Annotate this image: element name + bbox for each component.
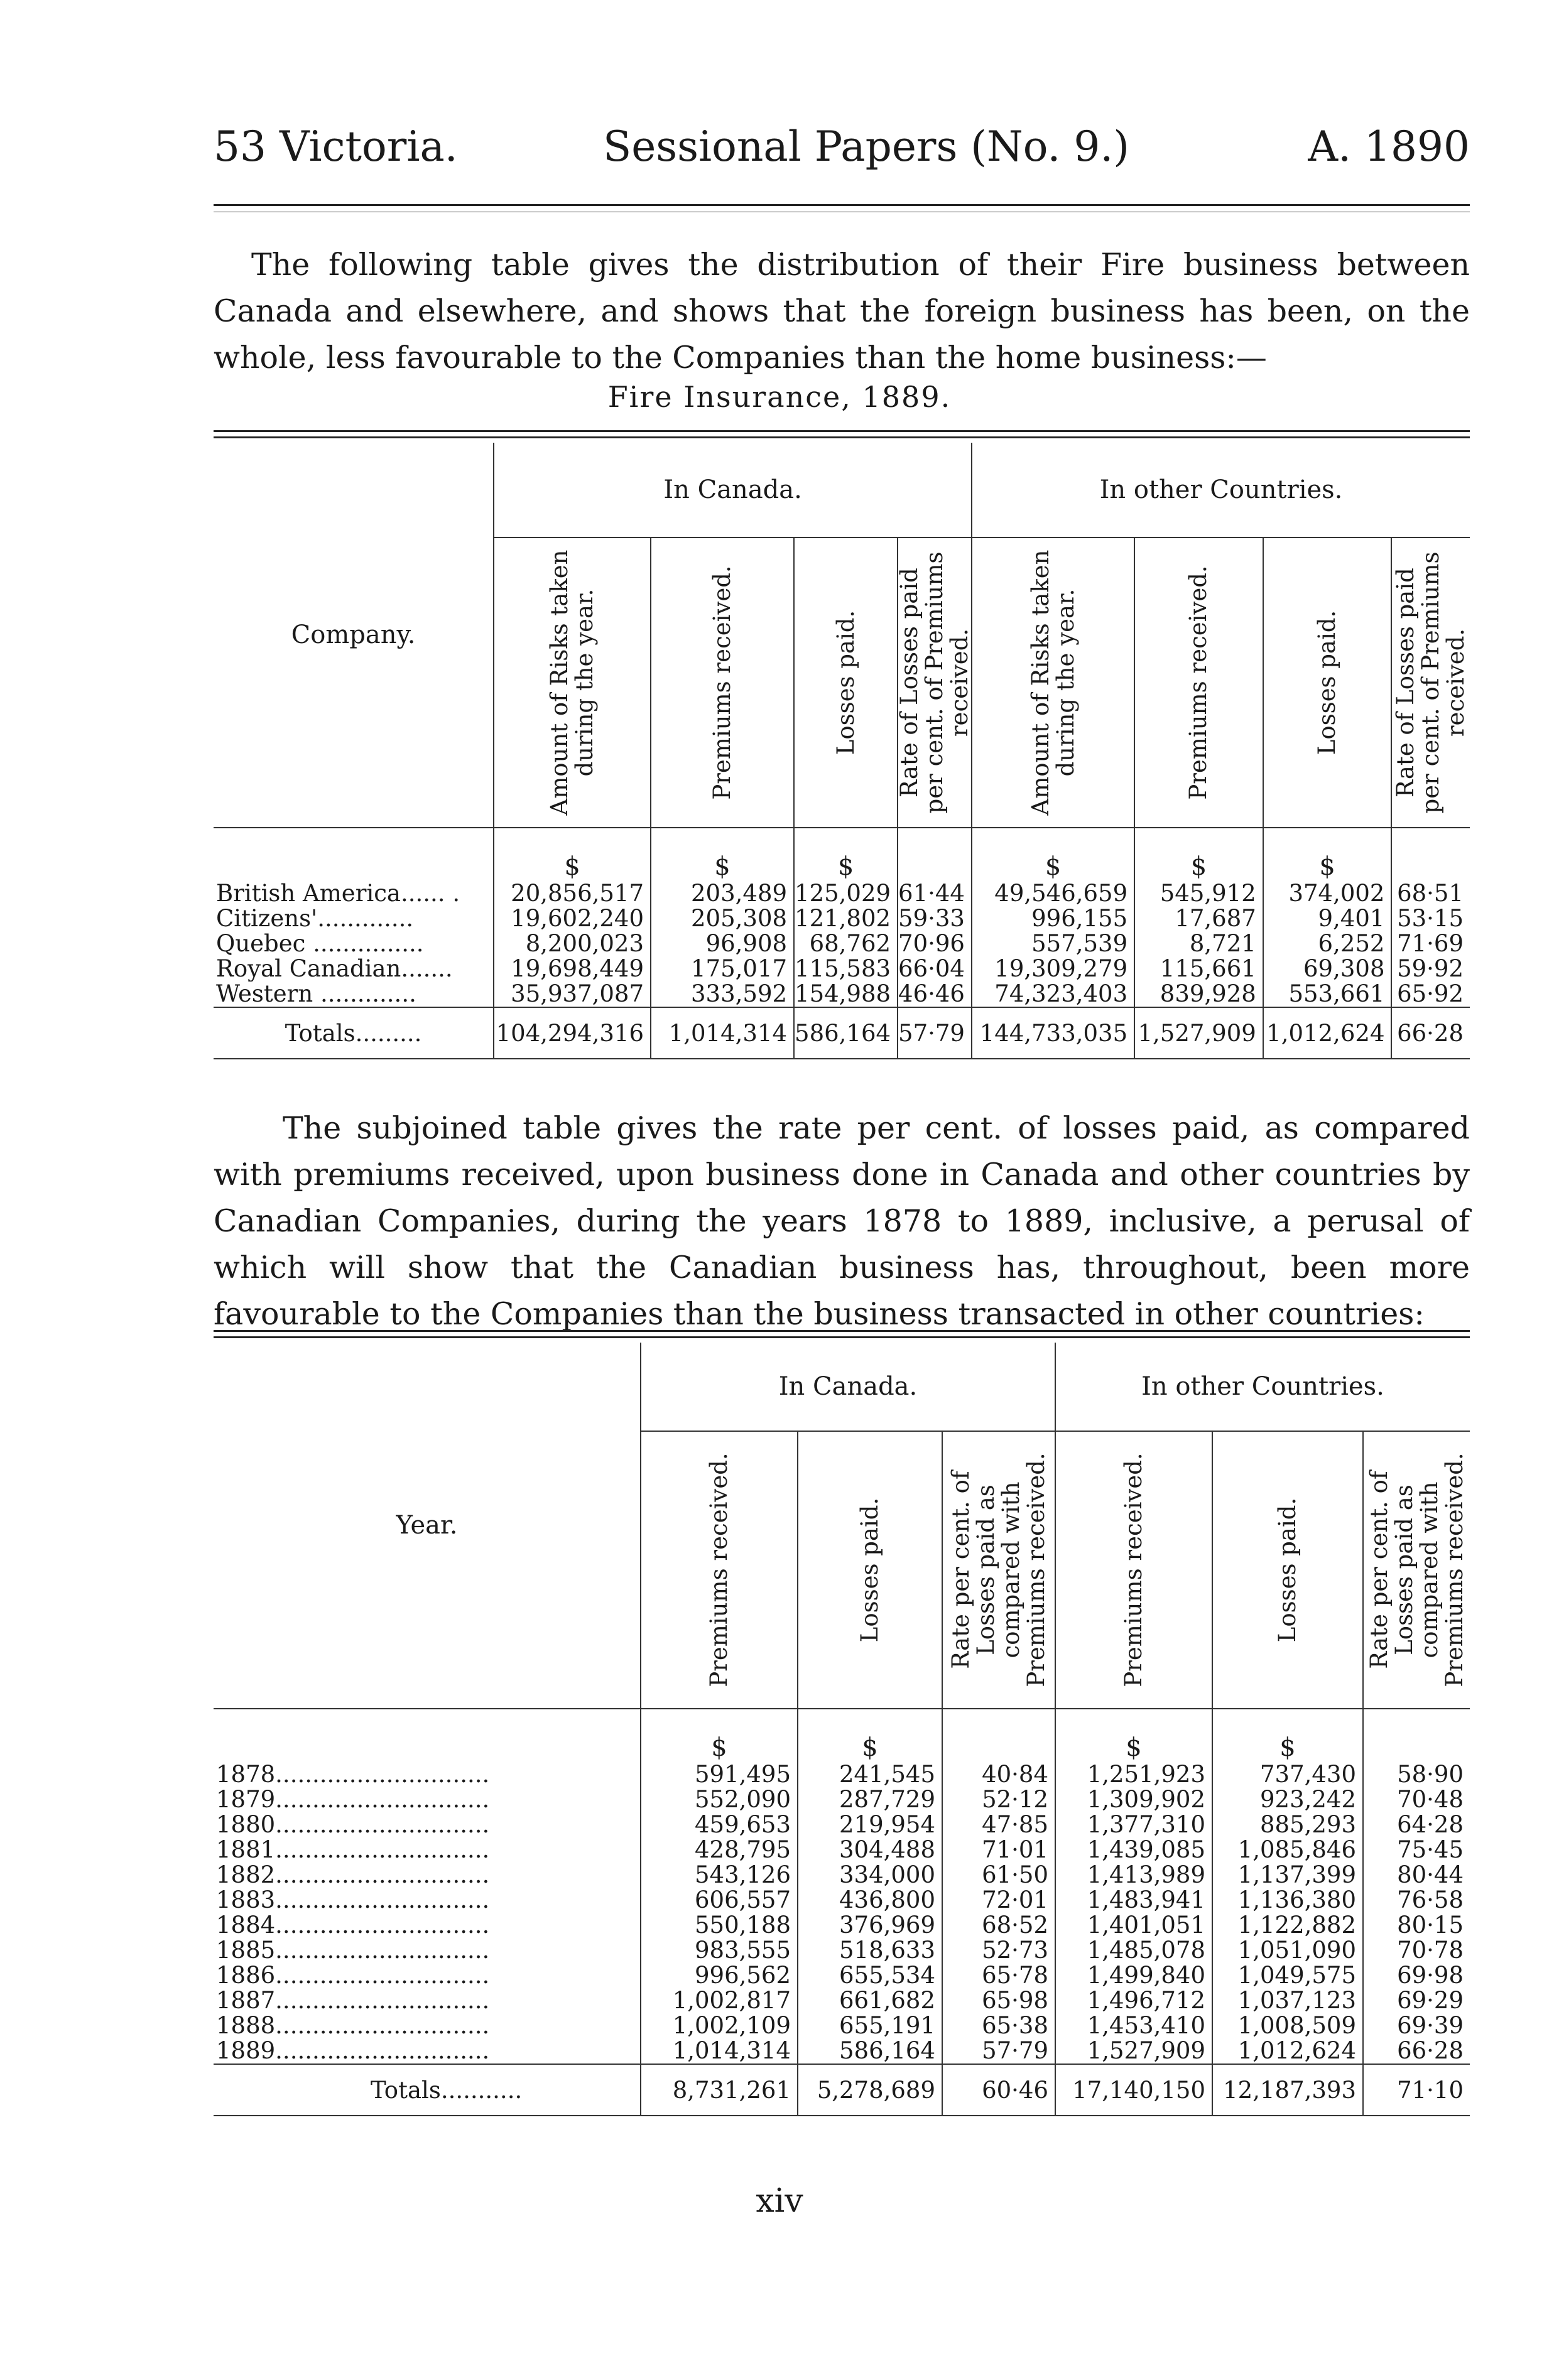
year-label: 1885............................. xyxy=(216,1938,490,1963)
unit-label xyxy=(898,828,972,881)
totals-label: Totals......... xyxy=(214,1007,494,1059)
cell: 47·85 xyxy=(942,1812,1055,1837)
cell: 12,187,393 xyxy=(1212,2064,1363,2116)
cell: 96,908 xyxy=(651,931,794,956)
header-right: A. 1890 xyxy=(1308,122,1470,171)
cell: 49,546,659 xyxy=(972,881,1134,906)
cell: 57·79 xyxy=(942,2038,1055,2064)
cell: 1,251,923 xyxy=(1055,1762,1212,1787)
cell: 737,430 xyxy=(1212,1762,1363,1787)
cell: 68,762 xyxy=(794,931,898,956)
cell: 64·28 xyxy=(1363,1812,1470,1837)
table-row xyxy=(214,931,1470,956)
company-name: Quebec ............... xyxy=(216,931,424,956)
column-header: Amount of Risks taken during the year. xyxy=(972,538,1134,828)
unit-label: $ xyxy=(494,828,651,881)
column-header: Rate per cent. of Losses paid as compared with Premiums received. xyxy=(942,1431,1055,1709)
year-label: 1884............................. xyxy=(216,1913,490,1938)
cell: 71·69 xyxy=(1391,931,1470,956)
cell: 1,136,380 xyxy=(1212,1888,1363,1913)
cell: 66·04 xyxy=(898,956,972,982)
cell: 9,401 xyxy=(1263,906,1392,931)
cell: 115,661 xyxy=(1134,956,1263,982)
cell: 19,309,279 xyxy=(972,956,1134,982)
cell: 287,729 xyxy=(798,1787,942,1812)
table-row xyxy=(214,2038,1470,2064)
cell: 68·51 xyxy=(1391,881,1470,906)
cell: 104,294,316 xyxy=(494,1007,651,1059)
cell: 586,164 xyxy=(798,2038,942,2064)
table1-caption: Fire Insurance, 1889. xyxy=(607,380,952,414)
cell: 66·28 xyxy=(1391,1007,1470,1059)
cell: 8,200,023 xyxy=(494,931,651,956)
unit-row xyxy=(214,1709,1470,1762)
cell: 1,014,314 xyxy=(651,1007,794,1059)
year-label: 1881............................. xyxy=(216,1837,490,1863)
table-row xyxy=(214,1888,1470,1913)
cell: 75·45 xyxy=(1363,1837,1470,1863)
cell: 586,164 xyxy=(794,1007,898,1059)
cell: 1,439,085 xyxy=(1055,1837,1212,1863)
subjoined-paragraph: The subjoined table gives the rate per cent. of losses paid, as compared with premiums received, upon business done in Canada and other countries by Canadian Companies, during the years 1878 to 1889, inclusive, a perusal of which will show that the Canadian business has, throughout, been more favourable to the Companies than the business transacted in other countries: xyxy=(214,1110,1470,1332)
cell: 591,495 xyxy=(641,1762,798,1787)
cell: 71·10 xyxy=(1363,2064,1470,2116)
cell: 1,483,941 xyxy=(1055,1888,1212,1913)
cell: 121,802 xyxy=(794,906,898,931)
cell: 8,731,261 xyxy=(641,2064,798,2116)
column-header: Premiums received. xyxy=(651,538,794,828)
table-row xyxy=(214,2013,1470,2038)
cell: 606,557 xyxy=(641,1888,798,1913)
cell: 1,037,123 xyxy=(1212,1988,1363,2013)
year-label: 1878............................. xyxy=(216,1762,490,1787)
cell: 374,002 xyxy=(1263,881,1392,906)
cell: 1,413,989 xyxy=(1055,1863,1212,1888)
cell: 70·78 xyxy=(1363,1938,1470,1963)
column-header: Losses paid. xyxy=(1263,538,1392,828)
cell: 60·46 xyxy=(942,2064,1055,2116)
cell: 125,029 xyxy=(794,881,898,906)
cell: 1,002,817 xyxy=(641,1988,798,2013)
table-row xyxy=(214,1787,1470,1812)
column-header: Rate of Losses paid per cent. of Premiums received. xyxy=(898,538,972,828)
cell: 61·50 xyxy=(942,1863,1055,1888)
cell: 59·33 xyxy=(898,906,972,931)
cell: 1,527,909 xyxy=(1134,1007,1263,1059)
cell: 1,485,078 xyxy=(1055,1938,1212,1963)
cell: 1,008,509 xyxy=(1212,2013,1363,2038)
cell: 1,453,410 xyxy=(1055,2013,1212,2038)
cell: 983,555 xyxy=(641,1938,798,1963)
loss-rate-by-year-table xyxy=(214,1343,1470,2116)
cell: 69·98 xyxy=(1363,1963,1470,1988)
cell: 1,401,051 xyxy=(1055,1913,1212,1938)
company-name: Royal Canadian....... xyxy=(216,956,453,982)
cell: 69·29 xyxy=(1363,1988,1470,2013)
cell: 1,309,902 xyxy=(1055,1787,1212,1812)
cell: 52·73 xyxy=(942,1938,1055,1963)
cell: 65·98 xyxy=(942,1988,1055,2013)
totals-label: Totals........... xyxy=(214,2064,641,2116)
table1-body xyxy=(214,881,1470,1059)
table2-top-rule-2 xyxy=(214,1336,1470,1338)
year-label: 1882............................. xyxy=(216,1863,490,1888)
header-center: Sessional Papers (No. 9.) xyxy=(603,122,1130,171)
cell: 839,928 xyxy=(1134,982,1263,1007)
cell: 459,653 xyxy=(641,1812,798,1837)
column-header: Losses paid. xyxy=(798,1431,942,1709)
cell: 69·39 xyxy=(1363,2013,1470,2038)
cell: 58·90 xyxy=(1363,1762,1470,1787)
cell: 1,527,909 xyxy=(1055,2038,1212,2064)
cell: 333,592 xyxy=(651,982,794,1007)
cell: 57·79 xyxy=(898,1007,972,1059)
cell: 115,583 xyxy=(794,956,898,982)
cell: 1,122,882 xyxy=(1212,1913,1363,1938)
year-label: 1888............................. xyxy=(216,2013,490,2038)
unit-label: $ xyxy=(794,828,898,881)
cell: 996,155 xyxy=(972,906,1134,931)
header-rule xyxy=(214,204,1470,206)
year-label: 1880............................. xyxy=(216,1812,490,1837)
cell: 52·12 xyxy=(942,1787,1055,1812)
cell: 80·44 xyxy=(1363,1863,1470,1888)
page-number: xiv xyxy=(756,2182,803,2220)
cell: 543,126 xyxy=(641,1863,798,1888)
cell: 35,937,087 xyxy=(494,982,651,1007)
cell: 65·38 xyxy=(942,2013,1055,2038)
table-row xyxy=(214,1863,1470,1888)
table2-top-rule xyxy=(214,1330,1470,1332)
table1-top-rule-2 xyxy=(214,436,1470,438)
unit-label: $ xyxy=(1055,1709,1212,1762)
column-header: Losses paid. xyxy=(1212,1431,1363,1709)
cell: 1,496,712 xyxy=(1055,1988,1212,2013)
cell: 17,687 xyxy=(1134,906,1263,931)
cell: 557,539 xyxy=(972,931,1134,956)
cell: 46·46 xyxy=(898,982,972,1007)
unit-label: $ xyxy=(651,828,794,881)
company-column-header: Company. xyxy=(214,443,494,828)
cell: 655,191 xyxy=(798,2013,942,2038)
cell: 550,188 xyxy=(641,1913,798,1938)
cell: 553,661 xyxy=(1263,982,1392,1007)
table-row xyxy=(214,881,1470,906)
table-row xyxy=(214,982,1470,1007)
cell: 885,293 xyxy=(1212,1812,1363,1837)
cell: 436,800 xyxy=(798,1888,942,1913)
cell: 53·15 xyxy=(1391,906,1470,931)
unit-label: $ xyxy=(972,828,1134,881)
cell: 74,323,403 xyxy=(972,982,1134,1007)
cell: 20,856,517 xyxy=(494,881,651,906)
company-name: Citizens'............. xyxy=(216,906,414,931)
cell: 545,912 xyxy=(1134,881,1263,906)
cell: 76·58 xyxy=(1363,1888,1470,1913)
cell: 72·01 xyxy=(942,1888,1055,1913)
unit-label: $ xyxy=(641,1709,798,1762)
header-left: 53 Victoria. xyxy=(214,122,458,171)
cell: 334,000 xyxy=(798,1863,942,1888)
unit-label xyxy=(942,1709,1055,1762)
cell: 1,002,109 xyxy=(641,2013,798,2038)
year-column-header: Year. xyxy=(214,1343,641,1709)
cell: 376,969 xyxy=(798,1913,942,1938)
table-row xyxy=(214,1837,1470,1863)
cell: 68·52 xyxy=(942,1913,1055,1938)
cell: 655,534 xyxy=(798,1963,942,1988)
cell: 19,698,449 xyxy=(494,956,651,982)
cell: 219,954 xyxy=(798,1812,942,1837)
unit-label: $ xyxy=(1134,828,1263,881)
unit-label xyxy=(1363,1709,1470,1762)
cell: 19,602,240 xyxy=(494,906,651,931)
cell: 59·92 xyxy=(1391,956,1470,982)
cell: 552,090 xyxy=(641,1787,798,1812)
company-name: Western ............. xyxy=(216,982,416,1007)
table-row xyxy=(214,956,1470,982)
column-header: Amount of Risks taken during the year. xyxy=(494,538,651,828)
unit-label: $ xyxy=(1212,1709,1363,1762)
company-name: British America...... . xyxy=(216,881,460,906)
table-row xyxy=(214,1988,1470,2013)
cell: 80·15 xyxy=(1363,1913,1470,1938)
table1-top-rule xyxy=(214,430,1470,432)
table-row xyxy=(214,1762,1470,1787)
cell: 1,049,575 xyxy=(1212,1963,1363,1988)
cell: 241,545 xyxy=(798,1762,942,1787)
cell: 70·96 xyxy=(898,931,972,956)
unit-label xyxy=(1391,828,1470,881)
group-in-canada: In Canada. xyxy=(494,443,972,538)
intro-paragraph: The following table gives the distribution of their Fire business between Canada and elsewhere, and shows that the foreign business has been, on the whole, less favourable to the Companies than the home business:— xyxy=(214,247,1470,376)
column-header: Premiums received. xyxy=(1134,538,1263,828)
cell: 205,308 xyxy=(651,906,794,931)
cell: 923,242 xyxy=(1212,1787,1363,1812)
cell: 1,012,624 xyxy=(1212,2038,1363,2064)
cell: 1,377,310 xyxy=(1055,1812,1212,1837)
cell: 304,488 xyxy=(798,1837,942,1863)
cell: 175,017 xyxy=(651,956,794,982)
cell: 5,278,689 xyxy=(798,2064,942,2116)
group-in-canada: In Canada. xyxy=(641,1343,1055,1431)
totals-row xyxy=(214,2064,1470,2116)
cell: 996,562 xyxy=(641,1963,798,1988)
cell: 65·92 xyxy=(1391,982,1470,1007)
cell: 1,014,314 xyxy=(641,2038,798,2064)
table-row xyxy=(214,1938,1470,1963)
running-header xyxy=(214,122,1470,173)
cell: 1,085,846 xyxy=(1212,1837,1363,1863)
cell: 8,721 xyxy=(1134,931,1263,956)
cell: 71·01 xyxy=(942,1837,1055,1863)
cell: 154,988 xyxy=(794,982,898,1007)
cell: 661,682 xyxy=(798,1988,942,2013)
cell: 66·28 xyxy=(1363,2038,1470,2064)
totals-row xyxy=(214,1007,1470,1059)
column-header: Rate of Losses paid per cent. of Premiums received. xyxy=(1391,538,1470,828)
table-row xyxy=(214,1963,1470,1988)
cell: 518,633 xyxy=(798,1938,942,1963)
cell: 1,499,840 xyxy=(1055,1963,1212,1988)
fire-insurance-table xyxy=(214,443,1470,1059)
table-row xyxy=(214,906,1470,931)
year-label: 1887............................. xyxy=(216,1988,490,2013)
cell: 203,489 xyxy=(651,881,794,906)
year-label: 1889............................. xyxy=(216,2038,490,2064)
year-label: 1886............................. xyxy=(216,1963,490,1988)
table-row xyxy=(214,1913,1470,1938)
cell: 70·48 xyxy=(1363,1787,1470,1812)
cell: 144,733,035 xyxy=(972,1007,1134,1059)
unit-label: $ xyxy=(798,1709,942,1762)
cell: 1,051,090 xyxy=(1212,1938,1363,1963)
year-label: 1879............................. xyxy=(216,1787,490,1812)
cell: 61·44 xyxy=(898,881,972,906)
column-header: Premiums received. xyxy=(1055,1431,1212,1709)
table2-body xyxy=(214,1762,1470,2064)
year-label: 1883............................. xyxy=(216,1888,490,1913)
group-in-other-countries: In other Countries. xyxy=(972,443,1470,538)
group-in-other-countries: In other Countries. xyxy=(1055,1343,1470,1431)
unit-label: $ xyxy=(1263,828,1392,881)
column-header: Losses paid. xyxy=(794,538,898,828)
table-row xyxy=(214,1812,1470,1837)
cell: 69,308 xyxy=(1263,956,1392,982)
cell: 1,012,624 xyxy=(1263,1007,1392,1059)
column-header: Rate per cent. of Losses paid as compared with Premiums received. xyxy=(1363,1431,1470,1709)
unit-row xyxy=(214,828,1470,881)
cell: 1,137,399 xyxy=(1212,1863,1363,1888)
cell: 17,140,150 xyxy=(1055,2064,1212,2116)
column-header: Premiums received. xyxy=(641,1431,798,1709)
cell: 40·84 xyxy=(942,1762,1055,1787)
cell: 428,795 xyxy=(641,1837,798,1863)
cell: 6,252 xyxy=(1263,931,1392,956)
cell: 65·78 xyxy=(942,1963,1055,1988)
